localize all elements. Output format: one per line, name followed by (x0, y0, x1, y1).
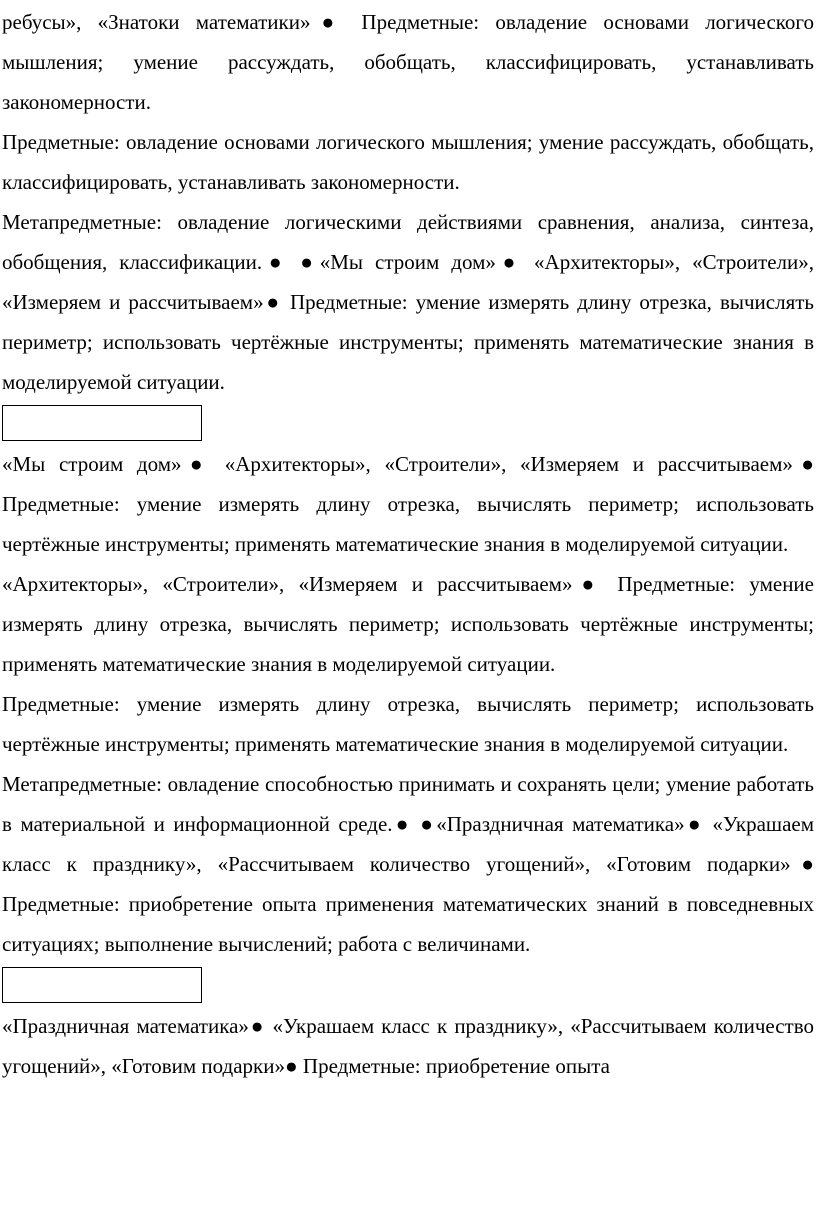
empty-table-cell (2, 405, 202, 441)
paragraph-4: «Мы строим дом»● «Архитекторы», «Строители», «Измеряем и рассчитываем»● Предметные: умение измерять длину отрезка, вычислять периметр; использовать чертёжные инструменты; применять математические знания в моделируемой ситуации. (2, 452, 814, 556)
paragraph-8: «Праздничная математика»● «Украшаем класс к празднику», «Рассчитываем количество угощений», «Готовим подарки»● Предметные: приобретение опыта (2, 1014, 814, 1078)
paragraph-5: «Архитекторы», «Строители», «Измеряем и рассчитываем»● Предметные: умение измерять длину отрезка, вычислять периметр; использовать чертёжные инструменты; применять математические знания в моделируемой ситуации. (2, 572, 814, 676)
empty-table-cell (2, 967, 202, 1003)
paragraph-3: Метапредметные: овладение логическими действиями сравнения, анализа, синтеза, обобщения, классификации.● ●«Мы строим дом»● «Архитекторы», «Строители», «Измеряем и рассчитываем»● Предметные: умение измерять длину отрезка, вычислять периметр; использовать чертёжные инструменты; применять математические знания в моделируемой ситуации. (2, 210, 814, 394)
paragraph-6: Предметные: умение измерять длину отрезка, вычислять периметр; использовать чертёжные инструменты; применять математические знания в моделируемой ситуации. (2, 692, 814, 756)
paragraph-1: ребусы», «Знатоки математики»● Предметные: овладение основами логического мышления; умение рассуждать, обобщать, классифицировать, устанавливать закономерности. (2, 10, 814, 114)
paragraph-2: Предметные: овладение основами логического мышления; умение рассуждать, обобщать, классифицировать, устанавливать закономерности. (2, 130, 814, 194)
paragraph-7: Метапредметные: овладение способностью принимать и сохранять цели; умение работать в материальной и информационной среде.● ●«Праздничная математика»● «Украшаем класс к празднику», «Рассчитываем количество угощений», «Готовим подарки»● Предметные: приобретение опыта применения математических знаний в повседневных ситуациях; выполнение вычислений; работа с величинами. (2, 772, 814, 956)
